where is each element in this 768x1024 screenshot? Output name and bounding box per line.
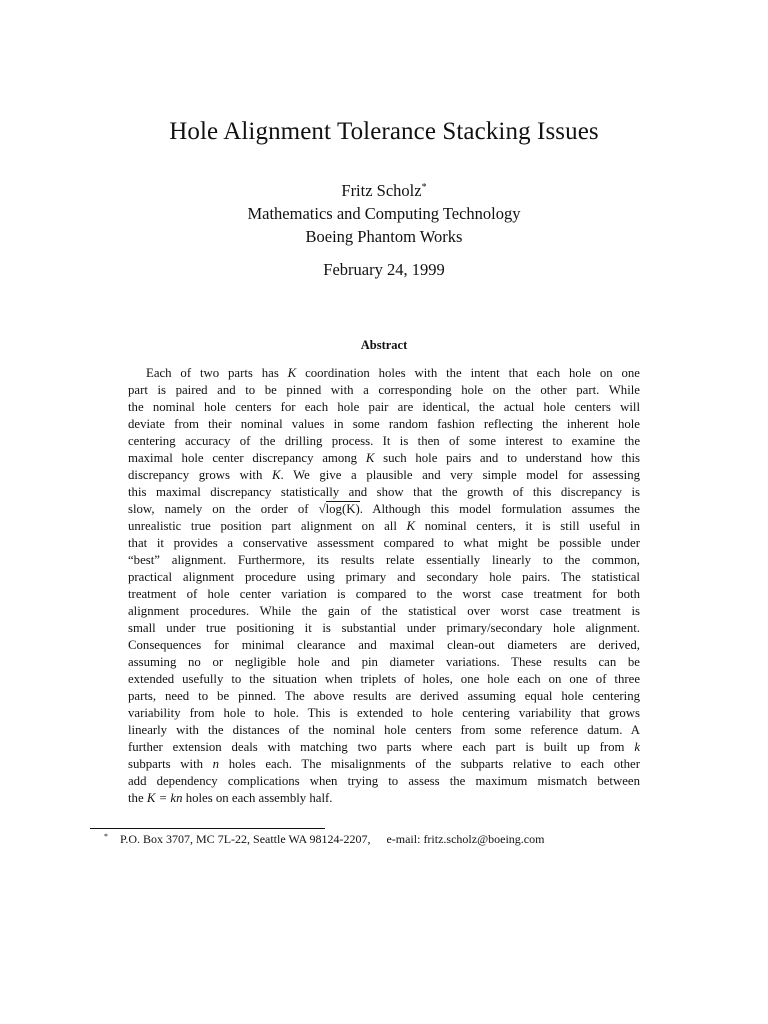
abstract-text: discrepancy grows with	[128, 468, 272, 482]
math-symbol: K = kn	[146, 791, 183, 805]
abstract-text: variability from hole to hole. This is extended to hole centering variability that grows	[128, 706, 640, 720]
abstract-text: holes each. The misalignments of the subparts relative to each other	[219, 757, 640, 771]
abstract-text: Each of two parts has	[146, 366, 288, 380]
sqrt-sign: √	[318, 502, 326, 516]
footnote-email[interactable]: e-mail: fritz.scholz@boeing.com	[386, 832, 545, 846]
abstract-text: such hole pairs and to understand how this	[374, 451, 640, 465]
math-symbol: k	[634, 740, 640, 754]
abstract-line	[128, 569, 640, 586]
abstract-line	[128, 382, 640, 399]
abstract-line	[128, 739, 640, 756]
math-symbol: K	[287, 366, 297, 380]
abstract-line	[128, 501, 640, 518]
math-symbol: n	[212, 757, 220, 771]
abstract-text: holes on each assembly half.	[182, 791, 333, 805]
footnote-mark: *	[104, 832, 108, 841]
math-symbol: K	[271, 468, 281, 482]
sqrt-radicand: log(K)	[325, 502, 360, 516]
abstract-line	[128, 790, 640, 807]
abstract-line	[128, 620, 640, 637]
abstract-line	[128, 416, 640, 433]
abstract-line	[128, 450, 640, 467]
abstract-text: deviate from their nominal values in some random fashion reflecting the inherent hole	[128, 417, 640, 431]
abstract-line	[128, 722, 640, 739]
abstract-line	[128, 688, 640, 705]
abstract-text: . We give a plausible and very simple model for assessing	[280, 468, 640, 482]
abstract-line	[128, 467, 640, 484]
footnote-rule	[90, 828, 325, 829]
abstract-line	[128, 654, 640, 671]
math-symbol: K	[406, 519, 416, 533]
sqrt-log-k-expression	[319, 501, 360, 516]
abstract-text: slow, namely on the order of	[128, 502, 319, 516]
abstract-text: linearly with the distances of the nominal hole centers from some reference datum. A	[128, 723, 640, 737]
abstract-text: alignment procedures. While the gain of the statistical over worst case treatment is	[128, 604, 640, 618]
abstract-text: the nominal hole centers for each hole pair are identical, the actual hole centers will	[128, 400, 640, 414]
abstract-line	[128, 433, 640, 450]
author-name	[0, 176, 768, 202]
abstract-line	[128, 637, 640, 654]
abstract-text: this maximal discrepancy statistically and show that the growth of this discrepancy is	[128, 485, 640, 499]
abstract-text: extended usefully to the situation when triplets of holes, one hole each on one of three	[128, 672, 640, 686]
abstract-line	[128, 603, 640, 620]
abstract-line	[128, 756, 640, 773]
footnote	[104, 832, 664, 847]
abstract-line	[128, 552, 640, 569]
abstract-text: treatment of hole center variation is compared to the worst case treatment for both	[128, 587, 640, 601]
abstract-text: centering accuracy of the drilling process. It is then of some interest to examine the	[128, 434, 640, 448]
paper-date: February 24, 1999	[323, 260, 445, 279]
abstract-text: nominal centers, it is still useful in	[415, 519, 640, 533]
math-symbol: K	[365, 451, 375, 465]
author-name-text: Fritz Scholz	[341, 181, 422, 200]
author-block	[0, 176, 768, 248]
abstract-text: further extension deals with matching two parts where each part is built up from	[128, 740, 635, 754]
abstract-text: parts, need to be pinned. The above results are derived assuming equal hole centering	[128, 689, 640, 703]
footnote-address: P.O. Box 3707, MC 7L-22, Seattle WA 98124-2207,	[120, 832, 371, 846]
abstract-line	[128, 773, 640, 790]
abstract-line	[128, 535, 640, 552]
abstract-text: part is paired and to be pinned with a corresponding hole on the other part. While	[128, 383, 640, 397]
abstract-line	[128, 705, 640, 722]
abstract-line	[128, 586, 640, 603]
abstract-text: that it provides a conservative assessment compared to what might be possible under	[128, 536, 640, 550]
abstract-text: . Although this model formulation assumes the	[359, 502, 640, 516]
author-footnote-mark: *	[421, 182, 427, 193]
abstract-line	[128, 365, 640, 382]
abstract-line	[128, 484, 640, 501]
abstract-line	[128, 671, 640, 688]
abstract-body	[128, 365, 640, 807]
abstract-text: add dependency complications when trying to assess the maximum mismatch between	[128, 774, 640, 788]
abstract-text: practical alignment procedure using primary and secondary hole pairs. The statistical	[128, 570, 640, 584]
abstract-text: unrealistic true position part alignment on all	[128, 519, 407, 533]
abstract-text: maximal hole center discrepancy among	[128, 451, 366, 465]
abstract-text: the	[128, 791, 147, 805]
paper-title: Hole Alignment Tolerance Stacking Issues	[169, 118, 599, 145]
abstract-line	[128, 399, 640, 416]
abstract-text: small under true positioning it is substantial under primary/secondary hole alignment.	[128, 621, 640, 635]
abstract-text: coordination holes with the intent that each hole on one	[296, 366, 640, 380]
abstract-text: “best” alignment. Furthermore, its results relate essentially linearly to the common,	[128, 553, 640, 567]
abstract-text: assuming no or negligible hole and pin diameter variations. These results can be	[128, 655, 640, 669]
abstract-heading: Abstract	[360, 338, 408, 352]
affiliation-department: Mathematics and Computing Technology	[247, 204, 521, 223]
affiliation-organization: Boeing Phantom Works	[305, 227, 463, 246]
abstract-text: subparts with	[128, 757, 213, 771]
abstract-line	[128, 518, 640, 535]
abstract-text: Consequences for minimal clearance and maximal clean-out diameters are derived,	[128, 638, 640, 652]
